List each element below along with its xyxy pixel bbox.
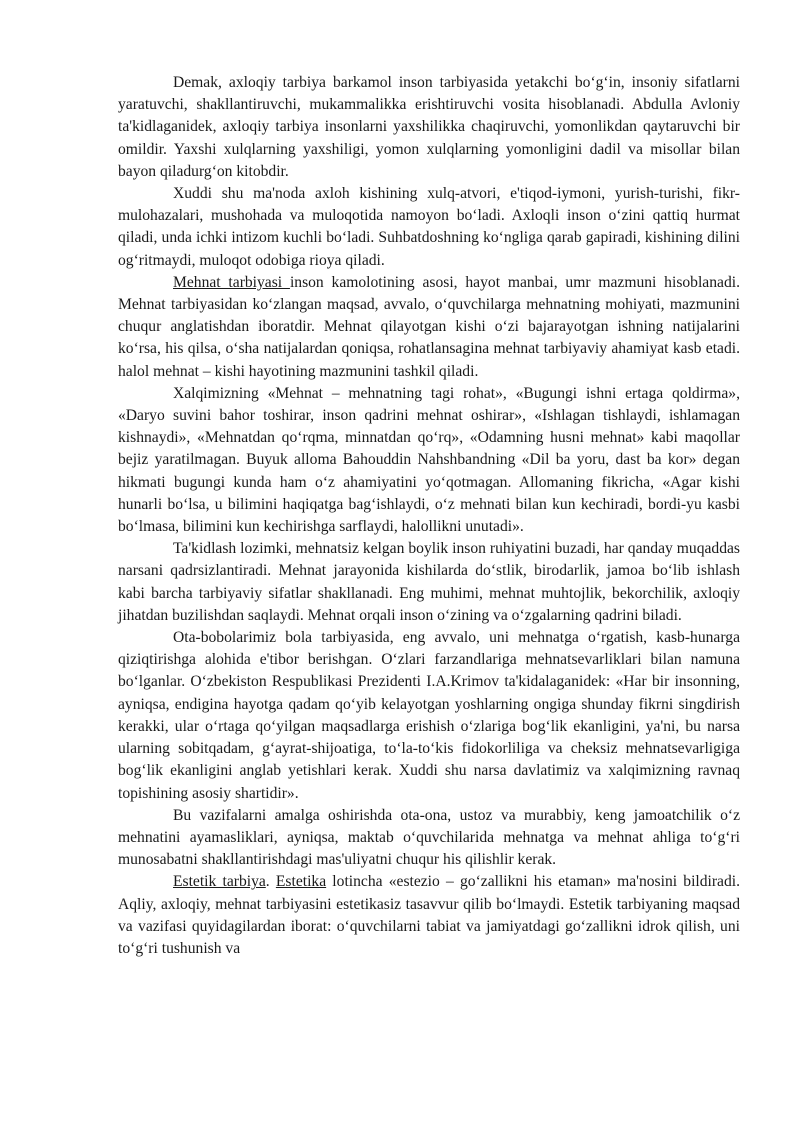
punctuation: . — [265, 873, 276, 891]
paragraph-tasks — [118, 805, 740, 872]
paragraph-labor-education — [118, 272, 740, 383]
term-labor-education: Mehnat tarbiyasi — [173, 273, 290, 291]
paragraph-aesthetic-education — [118, 871, 740, 960]
paragraph-proverbs — [118, 383, 740, 538]
paragraph-text: Demak, axloqiy tarbiya barkamol inson tarbiyasida yetakchi bo‘g‘in, insoniy sifatlarni yaratuvchi, shakllantiruvchi, mukammalikka erishtiruvchi vosita hisoblanadi. Abdulla Avloniy ta'kidlaganidek, axloqiy tarbiya insonlarni yaxshilikka chaqiruvchi, yomonlikdan qaytaruvchi bir omildir. Yaxshi xulqlarning yaxshiligi, yomon xulqlarning yomonligini dadil va misollar bilan bayon qiladurg‘on kitobdir. — [118, 74, 740, 180]
paragraph-text: lotincha «estezio – go‘zallikni his etaman» ma'nosini bildiradi. Aqliy, axloqiy, mehnat tarbiyasini estetikasiz tasavvur qilib bo‘lmaydi. Estetik tarbiyaning maqsad va vazifasi quyidagilardan iborat: o‘quvchilarni tabiat va jamiyatdagi go‘zallikni idrok qilish, uni to‘g‘ri tushunish va — [118, 873, 741, 957]
paragraph-emphasis — [118, 538, 740, 627]
paragraph-text: inson kamolotining asosi, hayot manbai, umr mazmuni hisoblanadi. Mehnat tarbiyasidan ko‘zlangan maqsad, avvalo, o‘quvchilarga mehnatning mohiyati, mazmunini chuqur anglatishdan iboratdir. Mehnat qilayotgan kishi o‘zi bajarayotgan ishning natijalarini ko‘rsa, his qilsa, o‘sha natijalardan qoniqsa, rohatlansagina mehnat tarbiyaviy ahamiyat kasb etadi. halol mehnat – kishi hayotining mazmunini tashkil qiladi. — [118, 273, 740, 380]
paragraph-ancestors — [118, 627, 740, 805]
paragraph-moral-education — [118, 72, 740, 183]
paragraph-text: Xuddi shu ma'noda axloh kishining xulq-atvori, e'tiqod-iymoni, yurish-turishi, fikr-mulohazalari, mushohada va muloqotida namoyon bo‘ladi. Axloqli inson o‘zini qattiq hurmat qiladi, unda ichki intizom kuchli bo‘ladi. Suhbatdoshning ko‘ngliga qarab gapiradi, kishining dilini og‘ritmaydi, muloqot odobiga rioya qiladi. — [118, 185, 740, 269]
paragraph-text: Ota-bobolarimiz bola tarbiyasida, eng avvalo, uni mehnatga o‘rgatish, kasb-hunarga qiziqtirishga alohida e'tibor berishgan. O‘zlari farzandlariga mehnatsevarliklari bilan namuna bo‘lganlar. O‘zbekiston Respublikasi Prezidenti I.A.Krimov ta'kidalaganidek: «Har bir insonning, ayniqsa, endigina hayotga qadam qo‘yib kelayotgan yoshlarning ongiga shunday fikrni singdirish kerakki, ular o‘rtaga qo‘yilgan maqsadlarga erishish o‘zlariga bog‘lik ekanligini, ya'ni, bu narsa ularning sobitqadam, g‘ayrat-shijoatiga, to‘la-to‘kis fidokorliliga va cheksiz mehnatsevarligiga bog‘lik ekanligini anglab yetishlari kerak. Xuddi shu narsa davlatimiz va xalqimizning ravnaq topishining asosiy shartidir». — [118, 629, 740, 802]
document-page — [118, 72, 740, 960]
paragraph-morality-meaning — [118, 183, 740, 272]
term-aesthetic-education: Estetik tarbiya — [173, 873, 266, 891]
paragraph-text: Bu vazifalarni amalga oshirishda ota-ona, ustoz va murabbiy, keng jamoatchilik o‘z mehnatini ayamasliklari, ayniqsa, maktab o‘quvchilarida mehnatga va mehnat ahliga to‘g‘ri munosabatni shakllantirishdagi mas'uliyatni chuqur his qilishlir kerak. — [118, 806, 740, 869]
paragraph-text: Ta'kidlash lozimki, mehnatsiz kelgan boylik inson ruhiyatini buzadi, har qanday muqaddas narsani qadrsizlantiradi. Mehnat jarayonida kishilarda do‘stlik, birodarlik, jamoa bo‘lib ishlash kabi barcha tarbiyaviy sifatlar shakllanadi. Eng muhimi, mehnat muhtojlik, bekorchilik, axloqiy jihatdan buzilishdan saqlaydi. Mehnat orqali inson o‘zining va o‘zgalarning qadrini biladi. — [118, 540, 740, 624]
paragraph-text: Xalqimizning «Mehnat – mehnatning tagi rohat», «Bugungi ishni ertaga qoldirma», «Daryo suvini bahor toshirar, inson qadrini mehnat oshirar», «Ishlagan tishlaydi, ishlamagan kishnaydi», «Mehnatdan qo‘rqma, minnatdan qo‘rq», «Odamning husni mehnat» kabi maqollar bejiz yaratilmagan. Buyuk alloma Bahouddin Nahshbandning «Dil ba yoru, dast ba kor» degan hikmati bugungi kunda ham o‘z ahamiyatini yo‘qotmagan. Allomaning fikricha, «Agar kishi hunarli bo‘lsa, u bilimini haqiqatga bag‘ishlaydi, o‘z mehnati bilan kun kechiradi, bordi-yu kasbi bo‘lmasa, bilimini kun kechirishga sarflaydi, halollikni unutadi». — [118, 384, 740, 536]
term-aesthetics: Estetika — [275, 873, 327, 891]
